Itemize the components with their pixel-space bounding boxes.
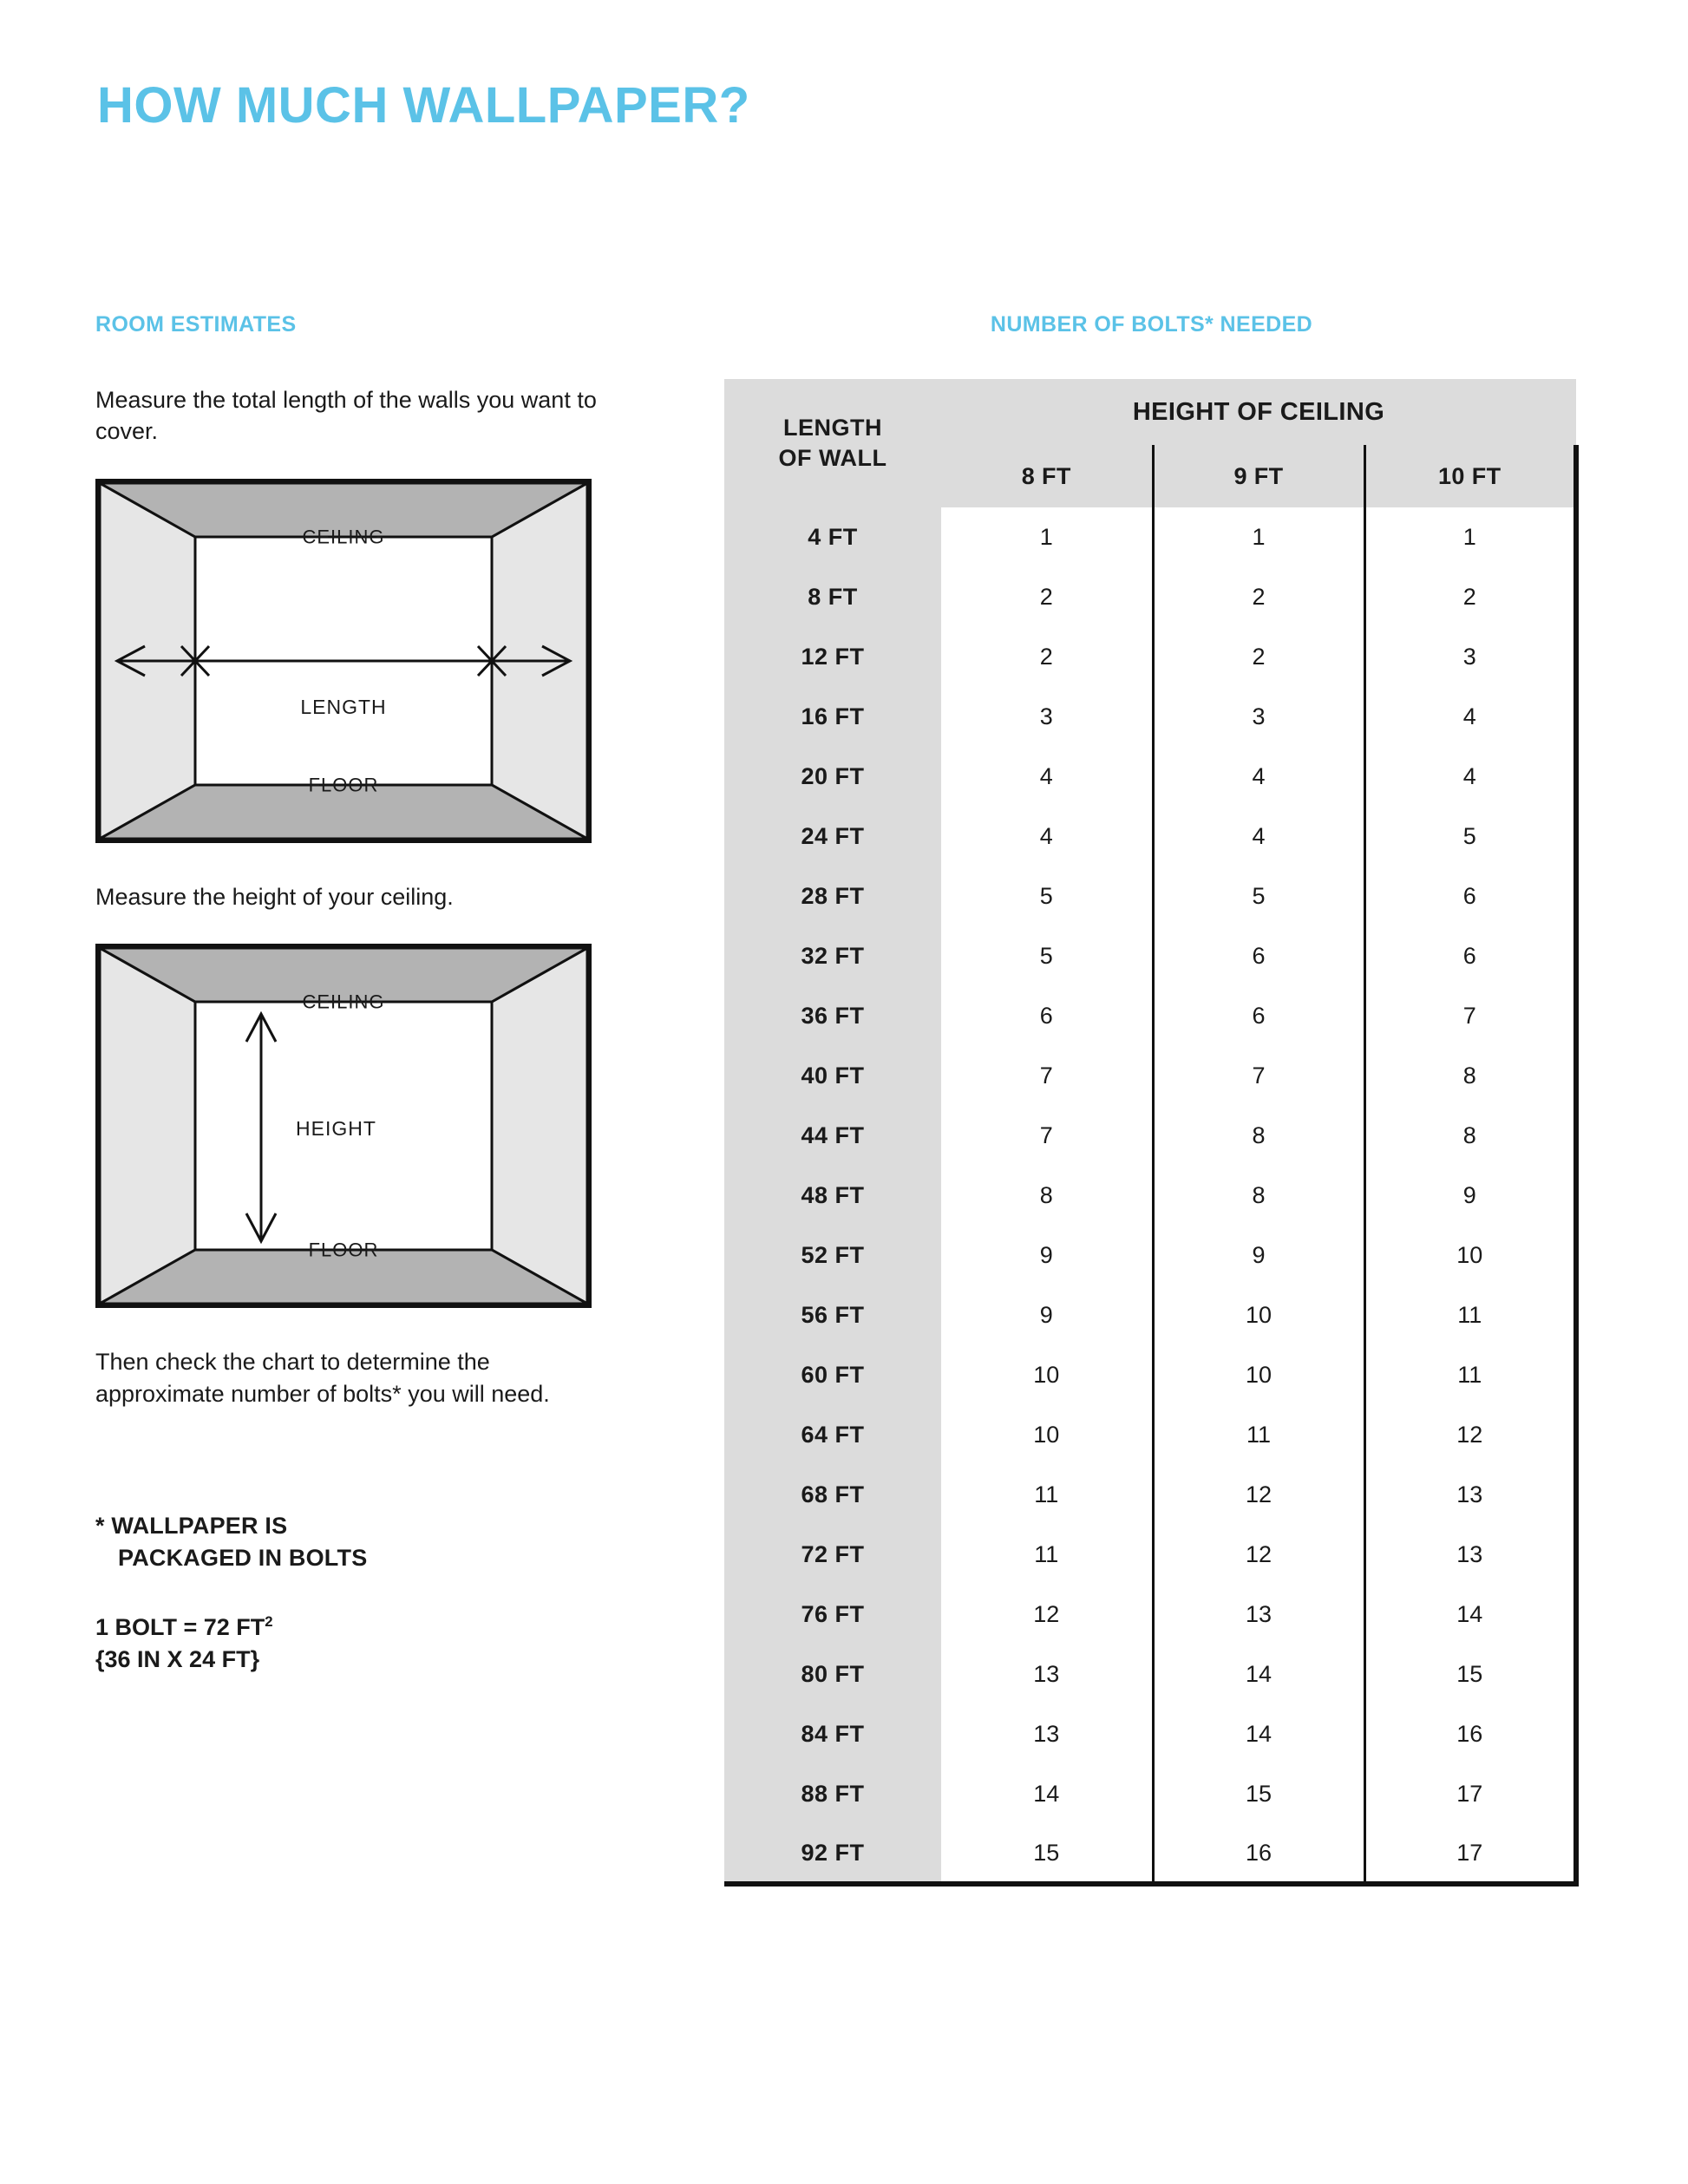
- instruction-paragraph-3: Then check the chart to determine the approximate number of bolts* you will need.: [95, 1349, 550, 1407]
- cell-8ft: 11: [941, 1525, 1153, 1585]
- bolts-table-column: [724, 312, 1579, 1886]
- row-length-label: 72 FT: [724, 1525, 941, 1585]
- cell-10ft: 13: [1364, 1465, 1576, 1525]
- cell-9ft: 9: [1153, 1226, 1364, 1285]
- cell-10ft: 4: [1364, 687, 1576, 747]
- row-length-label: 12 FT: [724, 627, 941, 687]
- cell-8ft: 9: [941, 1226, 1153, 1285]
- room-estimates-heading: ROOM ESTIMATES: [95, 312, 297, 337]
- table-row: [724, 687, 1576, 747]
- cell-8ft: 15: [941, 1824, 1153, 1884]
- cell-10ft: 1: [1364, 507, 1576, 567]
- cell-10ft: 16: [1364, 1704, 1576, 1764]
- cell-9ft: 2: [1153, 627, 1364, 687]
- cell-10ft: 2: [1364, 567, 1576, 627]
- cell-10ft: 17: [1364, 1824, 1576, 1884]
- table-row: [724, 1046, 1576, 1106]
- cell-8ft: 2: [941, 627, 1153, 687]
- table-row: [724, 1345, 1576, 1405]
- row-length-label: 56 FT: [724, 1285, 941, 1345]
- table-row: [724, 567, 1576, 627]
- table-row: [724, 986, 1576, 1046]
- table-row: [724, 1106, 1576, 1166]
- cell-8ft: 7: [941, 1106, 1153, 1166]
- svg-text:FLOOR: FLOOR: [308, 774, 379, 796]
- footnote-line-2: PACKAGED IN BOLTS: [118, 1544, 368, 1571]
- cell-10ft: 12: [1364, 1405, 1576, 1465]
- cell-8ft: 14: [941, 1764, 1153, 1824]
- cell-10ft: 15: [1364, 1645, 1576, 1704]
- row-length-label: 48 FT: [724, 1166, 941, 1226]
- table-row: [724, 1585, 1576, 1645]
- cell-9ft: 6: [1153, 926, 1364, 986]
- cell-8ft: 10: [941, 1345, 1153, 1405]
- cell-8ft: 4: [941, 807, 1153, 866]
- row-length-label: 4 FT: [724, 507, 941, 567]
- cell-10ft: 6: [1364, 926, 1576, 986]
- cell-10ft: 6: [1364, 866, 1576, 926]
- bolts-needed-table: [724, 379, 1579, 1886]
- table-row: [724, 807, 1576, 866]
- cell-10ft: 11: [1364, 1285, 1576, 1345]
- bolt-area-text: 1 BOLT = 72 FT: [95, 1614, 265, 1641]
- table-row: [724, 1525, 1576, 1585]
- cell-9ft: 5: [1153, 866, 1364, 926]
- cell-9ft: 14: [1153, 1704, 1364, 1764]
- table-row: [724, 507, 1576, 567]
- cell-10ft: 14: [1364, 1585, 1576, 1645]
- header-length-line1: LENGTH: [783, 414, 882, 441]
- cell-10ft: 8: [1364, 1106, 1576, 1166]
- column-header-10ft: 10 FT: [1364, 445, 1576, 507]
- instruction-paragraph-1: Measure the total length of the walls you want to cover.: [95, 387, 597, 445]
- cell-8ft: 8: [941, 1166, 1153, 1226]
- bolt-definition: [95, 1612, 616, 1675]
- cell-9ft: 8: [1153, 1106, 1364, 1166]
- cell-9ft: 4: [1153, 807, 1364, 866]
- cell-9ft: 16: [1153, 1824, 1364, 1884]
- cell-9ft: 11: [1153, 1405, 1364, 1465]
- cell-9ft: 8: [1153, 1166, 1364, 1226]
- svg-text:CEILING: CEILING: [302, 526, 385, 548]
- cell-10ft: 17: [1364, 1764, 1576, 1824]
- row-length-label: 40 FT: [724, 1046, 941, 1106]
- cell-9ft: 6: [1153, 986, 1364, 1046]
- column-header-9ft: 9 FT: [1153, 445, 1364, 507]
- cell-8ft: 2: [941, 567, 1153, 627]
- svg-text:CEILING: CEILING: [302, 991, 385, 1013]
- header-length-line2: OF WALL: [778, 445, 887, 471]
- row-length-label: 44 FT: [724, 1106, 941, 1166]
- column-header-8ft: 8 FT: [941, 445, 1153, 507]
- cell-8ft: 11: [941, 1465, 1153, 1525]
- cell-8ft: 3: [941, 687, 1153, 747]
- cell-10ft: 10: [1364, 1226, 1576, 1285]
- table-row: [724, 1285, 1576, 1345]
- bolt-area-superscript: 2: [265, 1613, 273, 1631]
- cell-9ft: 12: [1153, 1525, 1364, 1585]
- footnote-wallpaper-bolts: [95, 1510, 616, 1573]
- footnote-line-1: * WALLPAPER IS: [95, 1513, 288, 1540]
- row-length-label: 60 FT: [724, 1345, 941, 1405]
- cell-8ft: 4: [941, 747, 1153, 807]
- cell-8ft: 5: [941, 926, 1153, 986]
- table-row: [724, 1405, 1576, 1465]
- table-row: [724, 866, 1576, 926]
- cell-9ft: 10: [1153, 1285, 1364, 1345]
- svg-text:FLOOR: FLOOR: [308, 1239, 379, 1261]
- cell-9ft: 15: [1153, 1764, 1364, 1824]
- cell-10ft: 5: [1364, 807, 1576, 866]
- cell-8ft: 13: [941, 1704, 1153, 1764]
- bolts-table-heading: NUMBER OF BOLTS* NEEDED: [990, 312, 1313, 337]
- cell-8ft: 1: [941, 507, 1153, 567]
- row-length-label: 52 FT: [724, 1226, 941, 1285]
- svg-text:HEIGHT: HEIGHT: [296, 1117, 376, 1141]
- table-row: [724, 1704, 1576, 1764]
- row-length-label: 20 FT: [724, 747, 941, 807]
- cell-10ft: 3: [1364, 627, 1576, 687]
- row-length-label: 84 FT: [724, 1704, 941, 1764]
- instruction-paragraph-2: Measure the height of your ceiling.: [95, 883, 454, 910]
- header-height-of-ceiling: HEIGHT OF CEILING: [941, 379, 1576, 445]
- cell-8ft: 6: [941, 986, 1153, 1046]
- cell-9ft: 10: [1153, 1345, 1364, 1405]
- row-length-label: 8 FT: [724, 567, 941, 627]
- table-row: [724, 926, 1576, 986]
- row-length-label: 64 FT: [724, 1405, 941, 1465]
- table-row: [724, 1226, 1576, 1285]
- svg-text:LENGTH: LENGTH: [300, 695, 387, 718]
- cell-10ft: 13: [1364, 1525, 1576, 1585]
- row-length-label: 16 FT: [724, 687, 941, 747]
- row-length-label: 32 FT: [724, 926, 941, 986]
- row-length-label: 68 FT: [724, 1465, 941, 1525]
- cell-9ft: 4: [1153, 747, 1364, 807]
- cell-9ft: 14: [1153, 1645, 1364, 1704]
- table-header-row-group: [724, 379, 1576, 445]
- table-row: [724, 747, 1576, 807]
- cell-10ft: 7: [1364, 986, 1576, 1046]
- cell-10ft: 11: [1364, 1345, 1576, 1405]
- cell-8ft: 5: [941, 866, 1153, 926]
- cell-8ft: 10: [941, 1405, 1153, 1465]
- cell-9ft: 13: [1153, 1585, 1364, 1645]
- page-title: HOW MUCH WALLPAPER?: [97, 77, 750, 134]
- room-estimates-column: [95, 312, 616, 1675]
- cell-9ft: 7: [1153, 1046, 1364, 1106]
- cell-10ft: 8: [1364, 1046, 1576, 1106]
- table-row: [724, 627, 1576, 687]
- bolt-dimensions-text: {36 IN X 24 FT}: [95, 1645, 260, 1672]
- row-length-label: 24 FT: [724, 807, 941, 866]
- row-length-label: 92 FT: [724, 1824, 941, 1884]
- table-row: [724, 1824, 1576, 1884]
- table-row: [724, 1645, 1576, 1704]
- table-row: [724, 1465, 1576, 1525]
- cell-9ft: 12: [1153, 1465, 1364, 1525]
- table-row: [724, 1764, 1576, 1824]
- cell-10ft: 9: [1364, 1166, 1576, 1226]
- row-length-label: 76 FT: [724, 1585, 941, 1645]
- row-length-label: 88 FT: [724, 1764, 941, 1824]
- table-row: [724, 1166, 1576, 1226]
- cell-8ft: 13: [941, 1645, 1153, 1704]
- cell-10ft: 4: [1364, 747, 1576, 807]
- header-length-of-wall: [724, 379, 941, 507]
- cell-9ft: 3: [1153, 687, 1364, 747]
- cell-9ft: 2: [1153, 567, 1364, 627]
- room-diagram-length: [95, 479, 592, 843]
- cell-8ft: 12: [941, 1585, 1153, 1645]
- cell-8ft: 7: [941, 1046, 1153, 1106]
- cell-8ft: 9: [941, 1285, 1153, 1345]
- cell-9ft: 1: [1153, 507, 1364, 567]
- room-diagram-height: [95, 944, 592, 1308]
- row-length-label: 80 FT: [724, 1645, 941, 1704]
- row-length-label: 36 FT: [724, 986, 941, 1046]
- row-length-label: 28 FT: [724, 866, 941, 926]
